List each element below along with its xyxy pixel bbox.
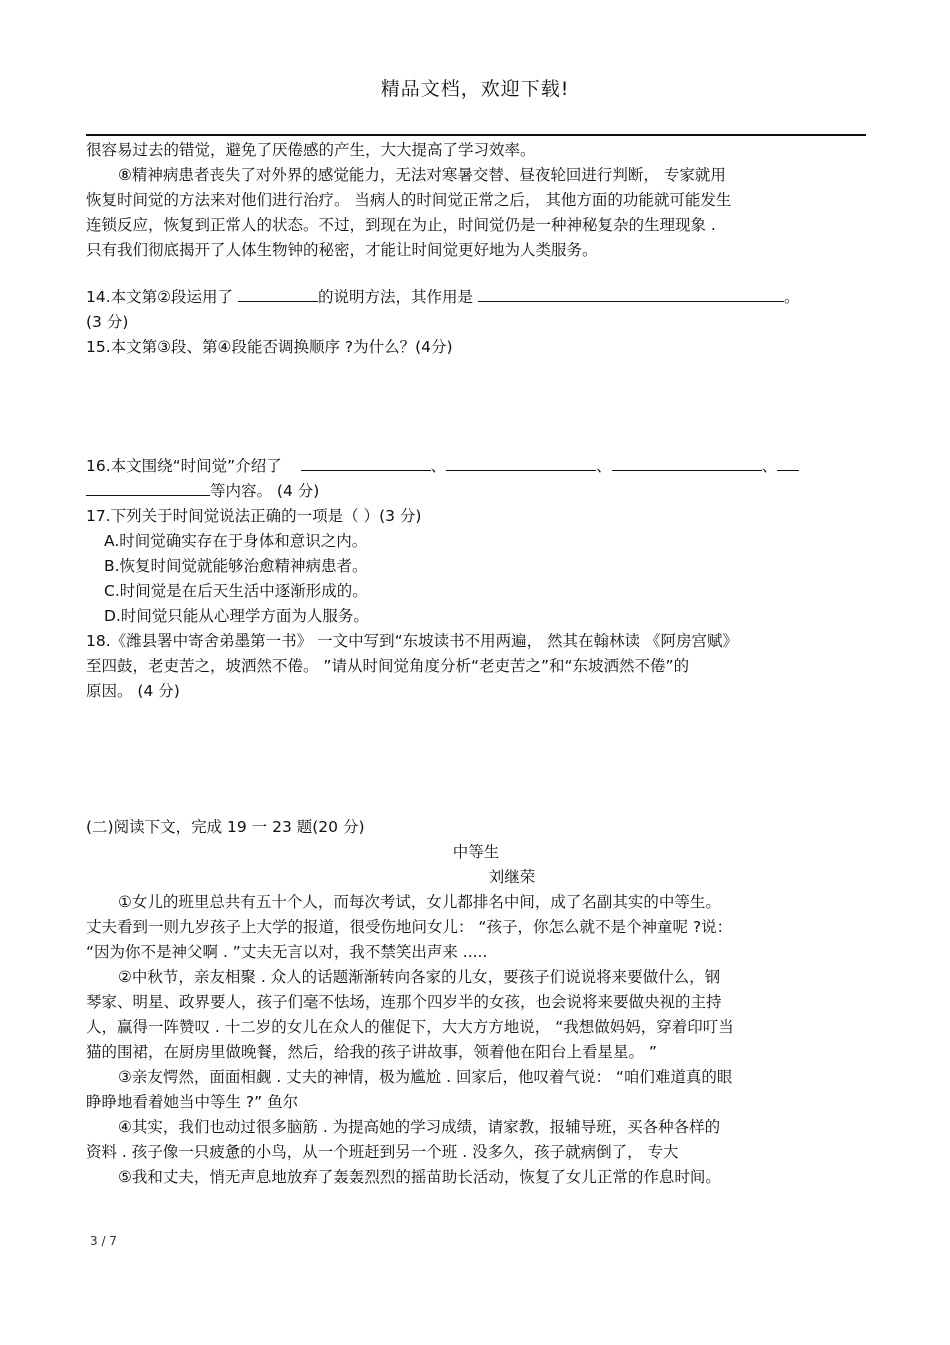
answer-space — [86, 704, 866, 815]
article-line: ④其实，我们也动过很多脑筋 . 为提高她的学习成绩，请家教，报辅导班，买各种各样的 — [118, 1118, 721, 1136]
q16-sep: 、 — [761, 457, 778, 475]
q14-score: (3 分) — [86, 313, 129, 331]
passage-line: ⑧精神病患者丧失了对外界的感觉能力，无法对寒暑交替、昼夜轮回进行判断， 专家就用 — [118, 166, 726, 184]
article-line: 资料 . 孩子像一只疲惫的小鸟，从一个班赶到另一个班 . 没多久，孩子就病倒了， 专大 — [86, 1143, 679, 1161]
article-line: ③亲友愕然，面面相觑 . 丈夫的神情，极为尴尬 . 回家后，他叹着气说： “咱们难道真的眼 — [118, 1068, 733, 1086]
article-line: ①女儿的班里总共有五十个人，而每次考试，女儿都排名中间，成了名副其实的中等生。 — [118, 893, 721, 911]
answer-space — [86, 360, 866, 454]
article-line: ②中秋节，亲友相聚 . 众人的话题渐渐转向各家的儿女，要孩子们说说将来要做什么，钢 — [118, 968, 721, 986]
passage-line: 只有我们彻底揭开了人体生物钟的秘密，才能让时间觉更好地为人类服务。 — [86, 241, 598, 259]
question-18: 至四鼓，老吏苦之，坡洒然不倦。 ”请从时间觉角度分析“老吏苦之”和“东坡洒然不倦”的 — [86, 657, 690, 675]
article-line: “因为你不是神父啊 . ”丈夫无言以对，我不禁笑出声来 ..... — [86, 943, 488, 961]
q14-text-b: 的说明方法，其作用是 — [317, 288, 473, 306]
q14-blank-method[interactable] — [238, 287, 318, 302]
passage-line: 恢复时间觉的方法来对他们进行治疗。 当病人的时间觉正常之后， 其他方面的功能就可能发生 — [86, 191, 732, 209]
q16-blank-1[interactable] — [301, 456, 431, 471]
q14-text-a: 14.本文第②段运用了 — [86, 288, 234, 306]
passage-line: 连锁反应，恢复到正常人的状态。不过，到现在为止，时间觉仍是一种神秘复杂的生理现象 . — [86, 216, 716, 234]
q14-blank-effect[interactable] — [478, 287, 784, 302]
option-d[interactable]: D.时间觉只能从心理学方面为人服务。 — [104, 607, 369, 625]
option-b[interactable]: B.恢复时间觉就能够治愈精神病患者。 — [104, 557, 368, 575]
q16-blank-3[interactable] — [612, 456, 762, 471]
question-17: 17.下列关于时间觉说法正确的一项是（ ）(3 分) — [86, 507, 422, 525]
article-line: ⑤我和丈夫，悄无声息地放弃了轰轰烈烈的摇苗助长活动，恢复了女儿正常的作息时间。 — [118, 1168, 721, 1186]
question-16-cont — [86, 479, 866, 504]
question-18: 18.《潍县署中寄舍弟墨第一书》 一文中写到“东坡读书不用两遍， 然其在翰林读 《阿房宫赋》 — [86, 632, 738, 650]
q16-blank-4[interactable] — [777, 456, 799, 471]
option-a[interactable]: A.时间觉确实存在于身体和意识之内。 — [104, 532, 368, 550]
q14-text-c: 。 — [783, 288, 800, 306]
article-line: 猫的围裙，在厨房里做晚餐，然后，给我的孩子讲故事，领着他在阳台上看星星。 ” — [86, 1043, 657, 1061]
article-line: 琴家、明星、政界要人，孩子们毫不怯场，连那个四岁半的女孩，也会说将来要做央视的主持 — [86, 993, 722, 1011]
q16-blank-2[interactable] — [446, 456, 596, 471]
q16-text-a: 16.本文围绕“时间觉”介绍了 — [86, 457, 282, 475]
question-18: 原因。 (4 分) — [86, 682, 180, 700]
q16-sep: 、 — [430, 457, 447, 475]
question-16 — [86, 454, 866, 479]
section-intro: (二)阅读下文，完成 19 一 23 题(20 分) — [86, 818, 365, 836]
page-number: 3 / 7 — [90, 1234, 117, 1248]
article-title: 中等生 — [452, 843, 500, 861]
option-c[interactable]: C.时间觉是在后天生活中逐渐形成的。 — [104, 582, 368, 600]
article-line: 睁睁地看着她当中等生 ?” 鱼尔 — [86, 1093, 299, 1111]
passage-line: 很容易过去的错觉，避免了厌倦感的产生，大大提高了学习效率。 — [86, 141, 536, 159]
spacer — [86, 263, 866, 285]
header-rule — [86, 134, 866, 136]
article-line: 人，赢得一阵赞叹 . 十二岁的女儿在众人的催促下，大大方方地说， “我想做妈妈，穿着印叮当 — [86, 1018, 734, 1036]
q16-sep: 、 — [596, 457, 612, 475]
document-body — [86, 138, 866, 1190]
question-15: 15.本文第③段、第④段能否调换顺序 ?为什么？(4分) — [86, 338, 453, 356]
article-author: 刘继荣 — [488, 868, 536, 886]
q16-text-b: 等内容。 (4 分) — [210, 482, 320, 500]
question-14 — [86, 285, 866, 310]
page-header: 精品文档，欢迎下载! — [380, 78, 570, 100]
q16-blank-4-cont[interactable] — [86, 481, 210, 496]
article-line: 丈夫看到一则九岁孩子上大学的报道，很受伤地问女儿： “孩子，你怎么就不是个神童呢 ?说： — [86, 918, 733, 936]
